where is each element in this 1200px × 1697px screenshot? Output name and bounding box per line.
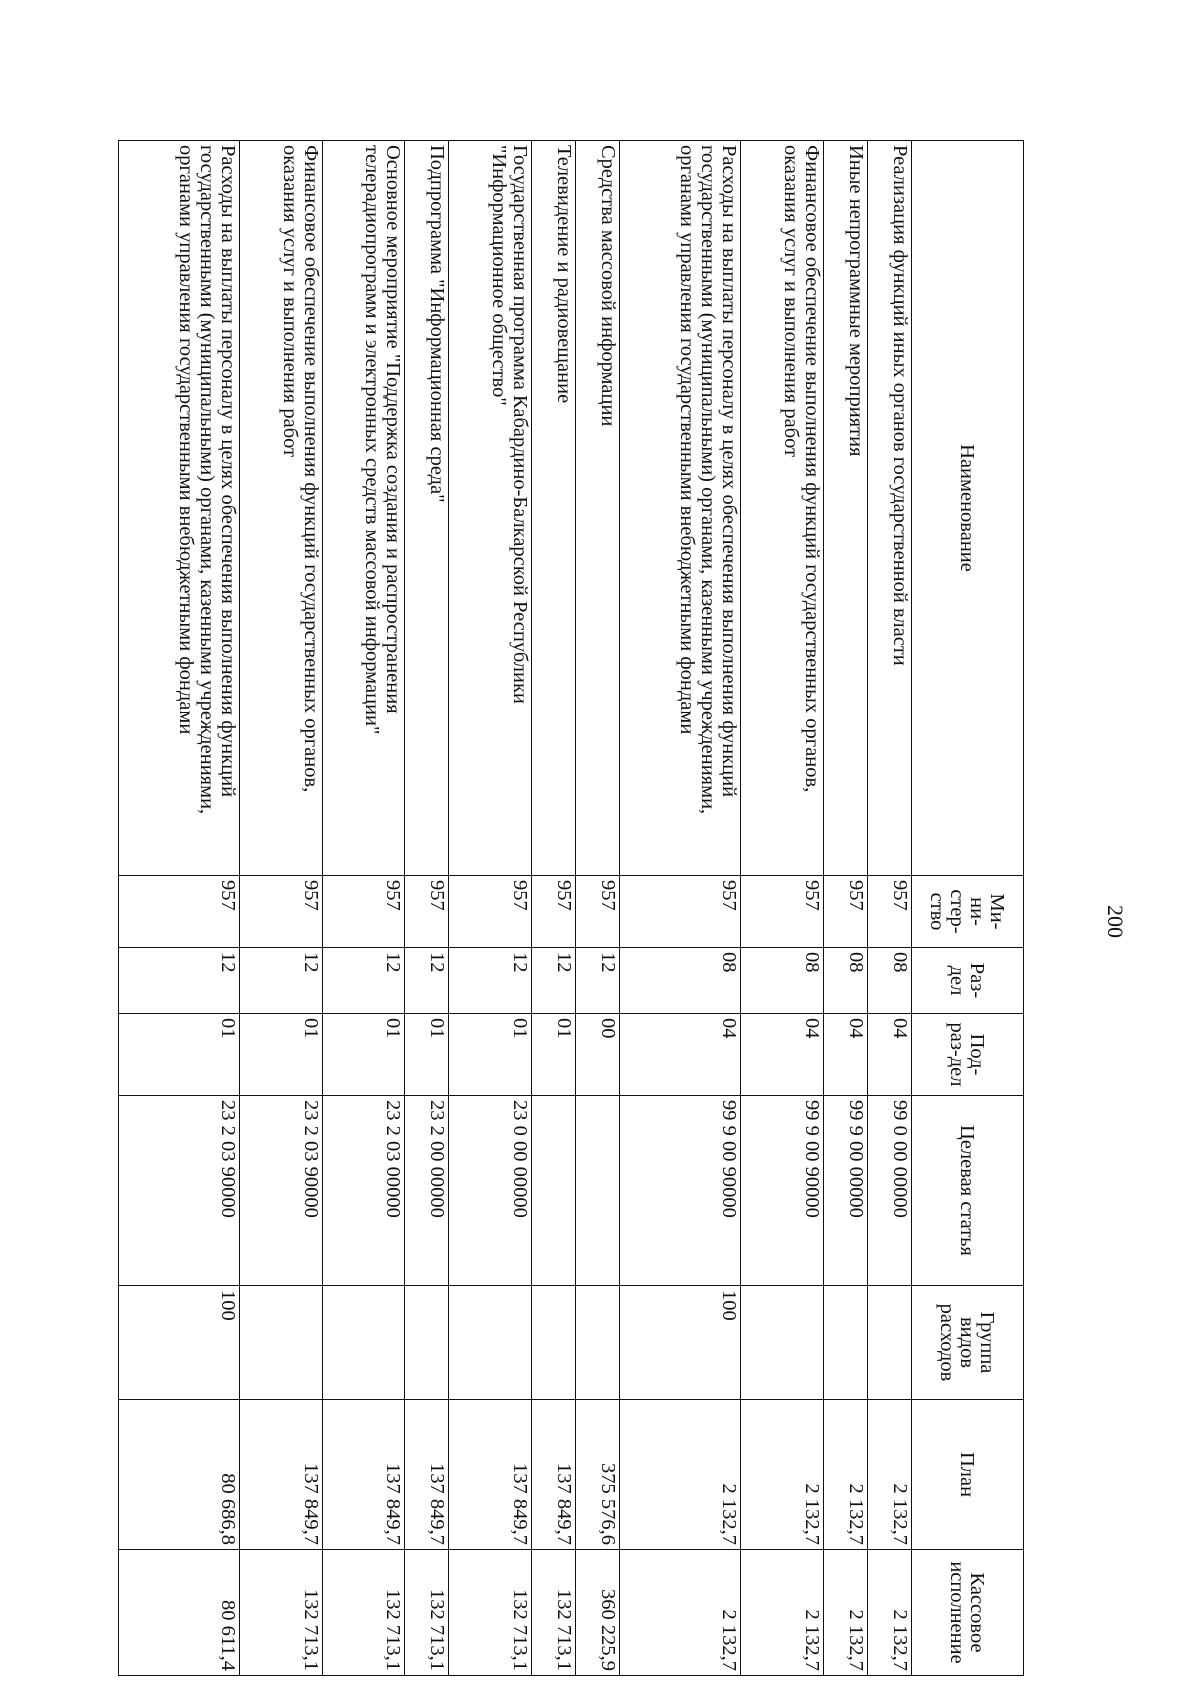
cell-plan: 2 132,7	[741, 1400, 824, 1550]
cell-subsection: 04	[741, 1014, 824, 1096]
cell-group	[405, 1286, 449, 1400]
cell-ministry: 957	[322, 876, 405, 948]
cell-group	[576, 1286, 620, 1400]
cell-target: 99 9 00 90000	[741, 1096, 824, 1286]
cell-subsection: 01	[240, 1014, 323, 1096]
header-exec: Кассовое исполнение	[912, 1550, 1024, 1676]
table-row	[532, 141, 576, 1676]
cell-subsection: 01	[449, 1014, 532, 1096]
cell-exec: 132 713,1	[449, 1550, 532, 1676]
cell-name: Расходы на выплаты персоналу в целях обеспечения выполнения функций государственными (муниципальными) органами, казенными учреждениями, органами управления государственными внебюджетными фондами	[119, 141, 240, 876]
cell-plan: 137 849,7	[405, 1400, 449, 1550]
cell-exec: 132 713,1	[405, 1550, 449, 1676]
cell-ministry: 957	[823, 876, 867, 948]
cell-ministry: 957	[576, 876, 620, 948]
cell-ministry: 957	[119, 876, 240, 948]
table-row	[823, 141, 867, 1676]
cell-name: Средства массовой информации	[576, 141, 620, 876]
cell-group	[867, 1286, 911, 1400]
cell-section: 08	[823, 948, 867, 1014]
cell-subsection: 01	[119, 1014, 240, 1096]
table-row	[741, 141, 824, 1676]
cell-subsection: 04	[823, 1014, 867, 1096]
cell-group	[322, 1286, 405, 1400]
cell-name: Финансовое обеспечение выполнения функций государственных органов, оказания услуг и выполнения работ	[741, 141, 824, 876]
cell-group: 100	[620, 1286, 741, 1400]
cell-subsection: 04	[620, 1014, 741, 1096]
cell-target: 23 2 00 00000	[405, 1096, 449, 1286]
table-row	[449, 141, 532, 1676]
cell-exec: 80 611,4	[119, 1550, 240, 1676]
cell-target	[532, 1096, 576, 1286]
cell-group	[240, 1286, 323, 1400]
cell-section: 12	[405, 948, 449, 1014]
cell-target: 23 0 00 00000	[449, 1096, 532, 1286]
cell-name: Телевидение и радиовещание	[532, 141, 576, 876]
cell-section: 12	[576, 948, 620, 1014]
cell-ministry: 957	[240, 876, 323, 948]
cell-exec: 2 132,7	[867, 1550, 911, 1676]
cell-plan: 2 132,7	[620, 1400, 741, 1550]
cell-group	[449, 1286, 532, 1400]
cell-target: 23 2 03 90000	[240, 1096, 323, 1286]
cell-section: 12	[532, 948, 576, 1014]
cell-target: 99 0 00 00000	[867, 1096, 911, 1286]
cell-subsection: 04	[867, 1014, 911, 1096]
cell-exec: 132 713,1	[532, 1550, 576, 1676]
cell-target: 23 2 03 00000	[322, 1096, 405, 1286]
cell-ministry: 957	[449, 876, 532, 948]
cell-name: Иные непрограммные мероприятия	[823, 141, 867, 876]
cell-exec: 132 713,1	[322, 1550, 405, 1676]
table-row	[240, 141, 323, 1676]
cell-plan: 137 849,7	[322, 1400, 405, 1550]
cell-plan: 2 132,7	[823, 1400, 867, 1550]
cell-exec: 360 225,9	[576, 1550, 620, 1676]
cell-target	[576, 1096, 620, 1286]
header-plan: План	[912, 1400, 1024, 1550]
cell-plan: 137 849,7	[449, 1400, 532, 1550]
page-number: 200	[1103, 905, 1128, 938]
cell-ministry: 957	[532, 876, 576, 948]
cell-exec: 132 713,1	[240, 1550, 323, 1676]
header-subsection: Под-раз-дел	[912, 1014, 1024, 1096]
cell-ministry: 957	[620, 876, 741, 948]
cell-name: Финансовое обеспечение выполнения функций государственных органов, оказания услуг и выполнения работ	[240, 141, 323, 876]
cell-subsection: 01	[405, 1014, 449, 1096]
cell-group	[741, 1286, 824, 1400]
cell-name: Государственная программа Кабардино-Балкарской Республики "Информационное общество"	[449, 141, 532, 876]
cell-group	[823, 1286, 867, 1400]
cell-plan: 137 849,7	[532, 1400, 576, 1550]
cell-exec: 2 132,7	[741, 1550, 824, 1676]
cell-subsection: 01	[322, 1014, 405, 1096]
cell-name: Основное мероприятие "Поддержка создания и распространения телерадиопрограмм и электронных средств массовой информации"	[322, 141, 405, 876]
header-group: Группа видов расходов	[912, 1286, 1024, 1400]
table-row	[119, 141, 240, 1676]
table-row	[322, 141, 405, 1676]
rotated-table-container	[118, 140, 1024, 1675]
cell-target: 23 2 03 90000	[119, 1096, 240, 1286]
cell-plan: 375 576,6	[576, 1400, 620, 1550]
header-section: Раз-дел	[912, 948, 1024, 1014]
cell-exec: 2 132,7	[823, 1550, 867, 1676]
header-target: Целевая статья	[912, 1096, 1024, 1286]
cell-name: Расходы на выплаты персоналу в целях обеспечения выполнения функций государственными (муниципальными) органами, казенными учреждениями, органами управления государственными внебюджетными фондами	[620, 141, 741, 876]
cell-section: 08	[620, 948, 741, 1014]
cell-group: 100	[119, 1286, 240, 1400]
cell-subsection: 01	[532, 1014, 576, 1096]
cell-group	[532, 1286, 576, 1400]
cell-section: 08	[867, 948, 911, 1014]
cell-ministry: 957	[405, 876, 449, 948]
cell-plan: 2 132,7	[867, 1400, 911, 1550]
header-name: Наименование	[912, 141, 1024, 876]
budget-table	[118, 140, 1024, 1676]
cell-section: 12	[449, 948, 532, 1014]
cell-ministry: 957	[741, 876, 824, 948]
cell-section: 12	[240, 948, 323, 1014]
table-row	[620, 141, 741, 1676]
cell-target: 99 9 00 90000	[620, 1096, 741, 1286]
table-row	[405, 141, 449, 1676]
cell-plan: 80 686,8	[119, 1400, 240, 1550]
table-row	[867, 141, 911, 1676]
header-ministry: Ми-ни-стер-ство	[912, 876, 1024, 948]
cell-target: 99 9 00 00000	[823, 1096, 867, 1286]
cell-section: 12	[322, 948, 405, 1014]
cell-ministry: 957	[867, 876, 911, 948]
cell-name: Подпрограмма "Информационная среда"	[405, 141, 449, 876]
cell-subsection: 00	[576, 1014, 620, 1096]
cell-name: Реализация функций иных органов государственной власти	[867, 141, 911, 876]
table-row	[576, 141, 620, 1676]
cell-section: 08	[741, 948, 824, 1014]
table-header-row	[912, 141, 1024, 1676]
cell-section: 12	[119, 948, 240, 1014]
cell-exec: 2 132,7	[620, 1550, 741, 1676]
cell-plan: 137 849,7	[240, 1400, 323, 1550]
